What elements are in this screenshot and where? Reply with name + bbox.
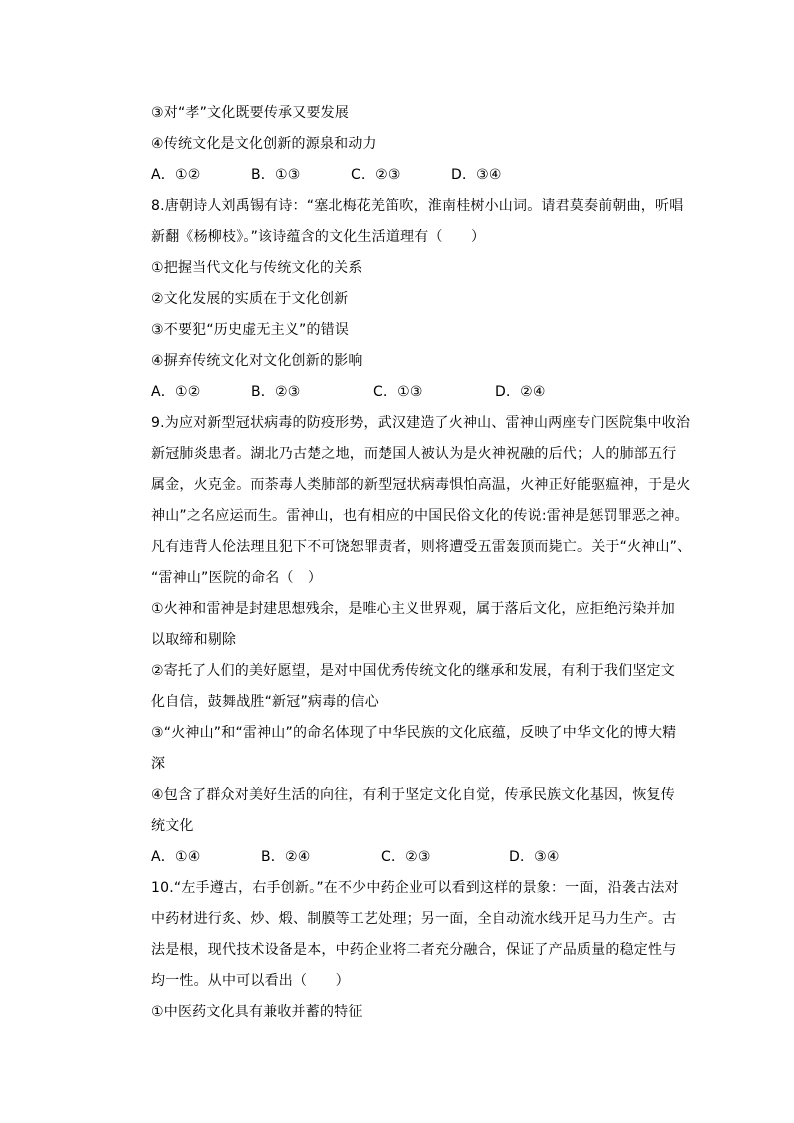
q9-option-b: B．②④ [261,849,311,865]
q8-item-1: ①把握当代文化与传统文化的关系 [151,260,363,276]
document-page [151,98,692,1028]
q9-stem-line-6: “雷神山”医院的命名（ ） [151,570,323,586]
q8-item-2: ②文化发展的实质在于文化创新 [151,291,349,307]
q8-stem-line-1: 8.唐朝诗人刘禹锡有诗：“塞北梅花羌笛吹，淮南桂树小山词。请君莫奏前朝曲，听唱 [151,198,684,214]
q9-stem-line-2: 新冠肺炎患者。湖北乃古楚之地，而楚国人被认为是火神祝融的后代；人的肺部五行 [151,446,677,462]
q9-option-a: A．①④ [151,849,201,865]
q7-options [151,160,671,191]
q9-item-4-line-1: ④包含了群众对美好生活的向往，有利于坚定文化自觉，传承民族文化基因，恢复传 [151,787,675,803]
q8-options [151,377,671,408]
q7-option-d: D．③④ [451,167,502,183]
q8-option-d: D．②④ [495,384,546,400]
q7-option-c: C．②③ [351,167,401,183]
q9-option-d: D．③④ [509,849,560,865]
q9-item-1-line-2: 以取缔和剔除 [151,632,237,648]
q9-item-2-line-2: 化自信，鼓舞战胜“新冠”病毒的信心 [151,694,379,710]
q8-option-a: A．①② [151,384,201,400]
q7-item-4: ④传统文化是文化创新的源泉和动力 [151,136,377,152]
q7-option-b: B．①③ [251,167,301,183]
q9-item-3-line-2: 深 [151,756,166,772]
q7-option-a: A．①② [151,167,201,183]
q8-item-3: ③不要犯“历史虚无主义”的错误 [151,322,350,338]
q9-stem-line-4: 神山”之名应运而生。雷神山，也有相应的中国民俗文化的传说:雷神是惩罚罪恶之神。 [151,508,689,524]
q9-item-3-line-1: ③“火神山”和“雷神山”的命名体现了中华民族的文化底蕴，反映了中华文化的博大精 [151,725,677,741]
q10-stem-line-1: 10.“左手遵古，右手创新。”在不少中药企业可以看到这样的景象：一面，沿袭古法对 [151,880,679,896]
q10-stem-line-4: 均一性。从中可以看出（ ） [151,973,350,989]
q9-stem-line-5: 凡有违背人伦法理且犯下不可饶恕罪责者，则将遭受五雷轰顶而毙亡。关于“火神山”、 [151,539,692,555]
q8-item-4: ④摒弃传统文化对文化创新的影响 [151,353,363,369]
q9-item-1-line-1: ①火神和雷神是封建思想残余，是唯心主义世界观，属于落后文化，应拒绝污染并加 [151,601,675,617]
q9-stem-line-1: 9.为应对新型冠状病毒的防疫形势，武汉建造了火神山、雷神山两座专门医院集中收治 [151,415,691,431]
q9-option-c: C．②③ [381,849,431,865]
q9-options [151,842,671,873]
q10-stem-line-3: 法是根，现代技术设备是本，中药企业将二者充分融合，保证了产品质量的稳定性与 [151,942,677,958]
q10-item-1: ①中医药文化具有兼收并蓄的特征 [151,1004,363,1020]
q10-stem-line-2: 中药材进行炙、炒、煅、制膜等工艺处理；另一面，全自动流水线开足马力生产。古 [151,911,677,927]
q8-stem-line-2: 新翻《杨柳枝》。”该诗蕴含的文化生活道理有（ ） [151,229,486,245]
q8-option-b: B．②③ [251,384,301,400]
q7-item-3: ③对“孝”文化既要传承又要发展 [151,105,350,121]
q9-stem-line-3: 属金，火克金。而荼毒人类肺部的新型冠状病毒惧怕高温，火神正好能驱瘟神，于是火 [151,477,691,493]
q8-option-c: C．①③ [373,384,423,400]
q9-item-4-line-2: 统文化 [151,818,194,834]
q9-item-2-line-1: ②寄托了人们的美好愿望，是对中国优秀传统文化的继承和发展，有利于我们坚定文 [151,663,675,679]
